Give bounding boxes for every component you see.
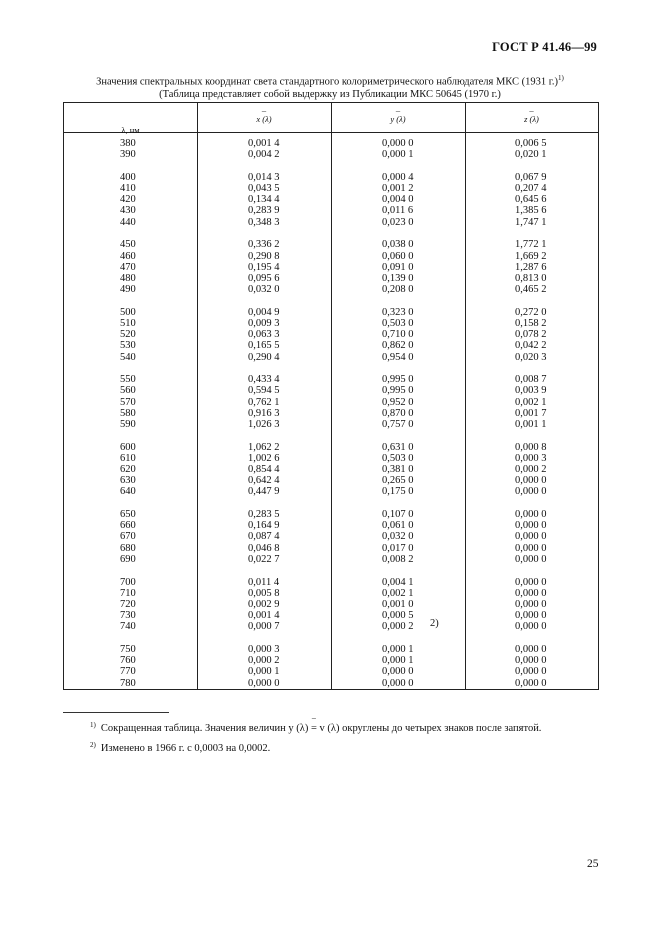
cell-y: 0,000 2 — [382, 621, 414, 633]
cell-wavelength: 490 — [120, 284, 136, 296]
table-row — [64, 453, 598, 464]
cell-x: 0,002 9 — [248, 598, 280, 610]
header-y-label: y (λ) — [390, 114, 406, 124]
cell-x: 0,447 9 — [248, 486, 280, 498]
cell-x: 0,032 0 — [248, 284, 280, 296]
cell-x: 0,000 2 — [248, 655, 280, 667]
header-y — [331, 103, 465, 132]
caption-line-1: Значения спектральных координат света стандартного колориметрического наблюдателя МКС (1931 г.) — [96, 76, 559, 88]
document-code: ГОСТ Р 41.46—99 — [492, 40, 597, 54]
row-group — [64, 374, 598, 430]
table-row — [64, 273, 598, 284]
cell-y: 0,008 2 — [382, 553, 414, 565]
cell-wavelength: 520 — [120, 329, 136, 341]
header-z-label: z (λ) — [524, 114, 539, 124]
cell-x: 0,001 4 — [248, 610, 280, 622]
cell-y: 0,175 0 — [382, 486, 414, 498]
cell-z: 0,067 9 — [515, 171, 547, 183]
cell-x: 0,004 9 — [248, 306, 280, 318]
cell-wavelength: 510 — [120, 317, 136, 329]
cell-y: 0,757 0 — [382, 418, 414, 430]
cell-wavelength: 640 — [120, 486, 136, 498]
cell-z: 0,006 5 — [515, 138, 547, 149]
footnote-2-text: Изменено в 1966 г. с 0,0003 на 0,0002. — [100, 743, 271, 754]
table-row — [64, 442, 598, 453]
table-row — [64, 284, 598, 295]
table-row — [64, 374, 598, 385]
footnote-2-mark: 2) — [90, 741, 96, 749]
cell-y: 0,004 0 — [382, 194, 414, 206]
cell-wavelength: 430 — [120, 205, 136, 217]
cell-z: 0,272 0 — [515, 306, 547, 318]
cell-y: 0,060 0 — [382, 250, 414, 262]
cell-x: 0,000 1 — [248, 666, 280, 678]
cell-wavelength: 680 — [120, 542, 136, 554]
cell-wavelength: 610 — [120, 452, 136, 464]
table-caption — [60, 72, 600, 101]
cell-x: 0,916 3 — [248, 407, 280, 419]
cell-x: 0,290 4 — [248, 351, 280, 363]
header-wavelength — [64, 103, 197, 135]
cell-x: 0,283 5 — [248, 509, 280, 521]
cell-x: 0,165 5 — [248, 340, 280, 352]
cell-wavelength: 580 — [120, 407, 136, 419]
table-row — [64, 666, 598, 677]
footnote-1-text-after: округлены до четырех знаков после запятой. — [339, 723, 542, 734]
caption-line-2: (Таблица представляет собой выдержку из Публикации МКС 50645 (1970 г.) — [159, 88, 501, 100]
cell-wavelength: 440 — [120, 216, 136, 228]
cell-wavelength: 660 — [120, 520, 136, 532]
table-row — [64, 554, 598, 565]
cell-y: 0,995 0 — [382, 374, 414, 386]
cell-z: 0,000 0 — [515, 520, 547, 532]
page-number: 25 — [587, 858, 599, 870]
cell-z: 0,020 3 — [515, 351, 547, 363]
cell-z: 0,000 0 — [515, 666, 547, 678]
table-row — [64, 588, 598, 599]
cell-y: 0,000 5 — [382, 610, 414, 622]
cell-z: 0,000 8 — [515, 441, 547, 453]
cell-z: 0,003 9 — [515, 385, 547, 397]
table-row — [64, 419, 598, 430]
cell-y: 0,503 0 — [382, 317, 414, 329]
cell-y: 0,139 0 — [382, 272, 414, 284]
cell-x: 0,063 3 — [248, 329, 280, 341]
cell-z: 0,813 0 — [515, 272, 547, 284]
cell-wavelength: 450 — [120, 239, 136, 251]
cell-wavelength: 480 — [120, 272, 136, 284]
cell-x: 0,043 5 — [248, 183, 280, 195]
cell-wavelength: 650 — [120, 509, 136, 521]
cell-z: 0,465 2 — [515, 284, 547, 296]
cell-z: 0,158 2 — [515, 317, 547, 329]
cell-wavelength: 540 — [120, 351, 136, 363]
header-wavelength-label: λ, нм — [121, 125, 140, 135]
cell-z: 0,000 0 — [515, 475, 547, 487]
cell-z: 0,008 7 — [515, 374, 547, 386]
cell-z: 1,669 2 — [515, 250, 547, 262]
footnote-1 — [90, 713, 610, 737]
row-group — [64, 239, 598, 295]
cell-y: 0,954 0 — [382, 351, 414, 363]
cell-wavelength: 560 — [120, 385, 136, 397]
cell-y: 0,032 0 — [382, 531, 414, 543]
cell-y: 0,862 0 — [382, 340, 414, 352]
cell-z: 0,000 0 — [515, 486, 547, 498]
table-row — [64, 577, 598, 588]
cell-y: 0,000 1 — [382, 643, 414, 655]
cell-wavelength: 380 — [120, 138, 136, 149]
cell-y: 0,265 0 — [382, 475, 414, 487]
cell-y: 0,952 0 — [382, 396, 414, 408]
cell-z: 0,207 4 — [515, 183, 547, 195]
footnotes — [90, 713, 610, 757]
cell-y: 0,023 0 — [382, 216, 414, 228]
footnote-1-formula-text: y (λ) = v (λ) — [288, 723, 340, 734]
table-row — [64, 251, 598, 262]
footnote-2 — [90, 737, 610, 757]
cell-wavelength: 400 — [120, 171, 136, 183]
cell-z: 0,000 3 — [515, 452, 547, 464]
table-row — [64, 352, 598, 363]
cell-y: 0,011 6 — [382, 205, 414, 217]
footnote-1-text-before: Сокращенная таблица. Значения величин — [100, 723, 289, 734]
header-x-bar: – — [261, 105, 267, 115]
cell-y: 0,381 0 — [382, 464, 414, 475]
header-z — [465, 103, 598, 132]
table-row — [64, 520, 598, 531]
cell-x: 0,433 4 — [248, 374, 280, 386]
cell-wavelength: 590 — [120, 418, 136, 430]
cell-footnote-mark: 2) — [430, 618, 439, 630]
cell-x: 0,009 3 — [248, 317, 280, 329]
row-group — [64, 138, 598, 160]
cell-z: 0,000 0 — [515, 598, 547, 610]
cell-y: 0,000 0 — [382, 666, 414, 678]
cell-x: 0,000 3 — [248, 643, 280, 655]
table-body — [64, 138, 598, 700]
cell-wavelength: 780 — [120, 677, 136, 689]
row-group — [64, 172, 598, 228]
cell-x: 0,283 9 — [248, 205, 280, 217]
table-row — [64, 475, 598, 486]
table-row — [64, 531, 598, 542]
cell-x: 0,000 0 — [248, 677, 280, 689]
cell-z: 0,000 0 — [515, 509, 547, 521]
table-row — [64, 486, 598, 497]
cell-y: 0,323 0 — [382, 306, 414, 318]
header-z-bar: – — [529, 105, 534, 115]
cell-z: 0,000 0 — [515, 587, 547, 599]
cell-z: 1,385 6 — [515, 205, 547, 217]
cell-y: 0,000 1 — [382, 655, 414, 667]
cell-x: 0,000 7 — [248, 621, 280, 633]
table-row — [64, 262, 598, 273]
cell-y: 0,061 0 — [382, 520, 414, 532]
cell-wavelength: 670 — [120, 531, 136, 543]
cell-z: 0,645 6 — [515, 194, 547, 206]
cell-x: 0,854 4 — [248, 464, 280, 475]
cell-wavelength: 730 — [120, 610, 136, 622]
table-row — [64, 644, 598, 655]
cell-wavelength: 410 — [120, 183, 136, 195]
cell-x: 0,046 8 — [248, 542, 280, 554]
cell-x: 1,026 3 — [248, 418, 280, 430]
cell-x: 0,014 3 — [248, 171, 280, 183]
table-row — [64, 543, 598, 554]
table-row — [64, 618, 598, 633]
cell-x: 0,095 6 — [248, 272, 280, 284]
cell-wavelength: 470 — [120, 261, 136, 273]
cell-wavelength: 690 — [120, 553, 136, 565]
table-row — [64, 194, 598, 205]
cell-x: 1,002 6 — [248, 452, 280, 464]
cell-y: 0,000 0 — [382, 677, 414, 689]
cell-y: 0,208 0 — [382, 284, 414, 296]
cell-x: 0,087 4 — [248, 531, 280, 543]
table-row — [64, 340, 598, 351]
cell-y: 0,002 1 — [382, 587, 414, 599]
cell-y: 0,107 0 — [382, 509, 414, 521]
cell-wavelength: 500 — [120, 306, 136, 318]
cell-x: 0,290 8 — [248, 250, 280, 262]
table-row — [64, 183, 598, 194]
cell-z: 0,020 1 — [515, 149, 547, 161]
cell-wavelength: 390 — [120, 149, 136, 161]
table-row — [64, 610, 598, 621]
cell-y: 0,995 0 — [382, 385, 414, 397]
cell-wavelength: 750 — [120, 643, 136, 655]
header-y-bar: – — [395, 105, 401, 115]
cell-x: 0,022 7 — [248, 553, 280, 565]
table-row — [64, 329, 598, 340]
row-group — [64, 442, 598, 498]
cell-y: 0,000 0 — [382, 138, 414, 149]
table-row — [64, 318, 598, 329]
cell-x: 0,642 4 — [248, 475, 280, 487]
cell-wavelength: 620 — [120, 464, 136, 475]
footnote-1-mark: 1) — [90, 721, 96, 729]
cell-x: 0,004 2 — [248, 149, 280, 161]
cell-y: 0,710 0 — [382, 329, 414, 341]
table-row — [64, 464, 598, 475]
table-row — [64, 599, 598, 610]
table-row — [64, 509, 598, 520]
cell-x: 0,164 9 — [248, 520, 280, 532]
cell-z: 0,000 0 — [515, 610, 547, 622]
cell-wavelength: 720 — [120, 598, 136, 610]
cell-z: 1,287 6 — [515, 261, 547, 273]
row-group — [64, 577, 598, 633]
cell-y: 0,004 1 — [382, 576, 414, 588]
table-row — [64, 307, 598, 318]
footnote-1-formula — [288, 713, 340, 737]
table-row — [64, 239, 598, 250]
cell-wavelength: 740 — [120, 621, 136, 633]
cell-x: 1,062 2 — [248, 441, 280, 453]
cell-z: 1,747 1 — [515, 216, 547, 228]
cell-x: 0,195 4 — [248, 261, 280, 273]
cell-y: 0,017 0 — [382, 542, 414, 554]
table-row — [64, 205, 598, 216]
cell-wavelength: 550 — [120, 374, 136, 386]
cell-x: 0,594 5 — [248, 385, 280, 397]
cell-z: 0,000 0 — [515, 576, 547, 588]
cell-z: 0,000 0 — [515, 655, 547, 667]
row-group — [64, 644, 598, 689]
header-x-label: x (λ) — [256, 114, 272, 124]
cell-x: 0,011 4 — [248, 576, 280, 588]
cell-wavelength: 600 — [120, 441, 136, 453]
table-row — [64, 138, 598, 149]
cell-z: 0,078 2 — [515, 329, 547, 341]
cell-x: 0,134 4 — [248, 194, 280, 206]
header-x — [197, 103, 331, 132]
cell-y: 0,001 0 — [382, 598, 414, 610]
cell-x: 0,762 1 — [248, 396, 280, 408]
table-row — [64, 397, 598, 408]
cell-wavelength: 760 — [120, 655, 136, 667]
spectral-table — [63, 102, 599, 690]
cell-z: 0,001 1 — [515, 418, 547, 430]
cell-z: 1,772 1 — [515, 239, 547, 251]
cell-y: 0,000 4 — [382, 171, 414, 183]
cell-z: 0,000 0 — [515, 553, 547, 565]
cell-z: 0,002 1 — [515, 396, 547, 408]
cell-z: 0,042 2 — [515, 340, 547, 352]
table-row — [64, 149, 598, 160]
cell-y: 0,038 0 — [382, 239, 414, 251]
table-row — [64, 217, 598, 228]
cell-z: 0,001 7 — [515, 407, 547, 419]
table-row — [64, 408, 598, 419]
cell-z: 0,000 0 — [515, 677, 547, 689]
cell-y: 0,001 2 — [382, 183, 414, 195]
cell-z: 0,000 0 — [515, 621, 547, 633]
cell-x: 0,001 4 — [248, 138, 280, 149]
cell-y: 0,503 0 — [382, 452, 414, 464]
cell-wavelength: 630 — [120, 475, 136, 487]
cell-wavelength: 770 — [120, 666, 136, 678]
row-group — [64, 307, 598, 363]
header-wavelength-bar — [64, 106, 197, 114]
cell-wavelength: 570 — [120, 396, 136, 408]
cell-z: 0,000 0 — [515, 542, 547, 554]
footnote-separator — [63, 712, 169, 713]
cell-wavelength: 700 — [120, 576, 136, 588]
cell-wavelength: 710 — [120, 587, 136, 599]
table-row — [64, 172, 598, 183]
cell-z: 0,000 2 — [515, 464, 547, 475]
table-row — [64, 678, 598, 689]
table-row — [64, 385, 598, 396]
cell-z: 0,000 0 — [515, 643, 547, 655]
cell-y: 0,000 1 — [382, 149, 414, 161]
caption-footnote-mark: 1) — [558, 74, 564, 82]
cell-wavelength: 530 — [120, 340, 136, 352]
table-row — [64, 655, 598, 666]
cell-y: 0,631 0 — [382, 441, 414, 453]
formula-overbar: – — [311, 713, 316, 722]
cell-z: 0,000 0 — [515, 531, 547, 543]
cell-x: 0,348 3 — [248, 216, 280, 228]
cell-wavelength: 460 — [120, 250, 136, 262]
cell-y: 0,870 0 — [382, 407, 414, 419]
cell-y: 0,091 0 — [382, 261, 414, 273]
row-group — [64, 509, 598, 565]
cell-x: 0,005 8 — [248, 587, 280, 599]
cell-wavelength: 420 — [120, 194, 136, 206]
cell-x: 0,336 2 — [248, 239, 280, 251]
